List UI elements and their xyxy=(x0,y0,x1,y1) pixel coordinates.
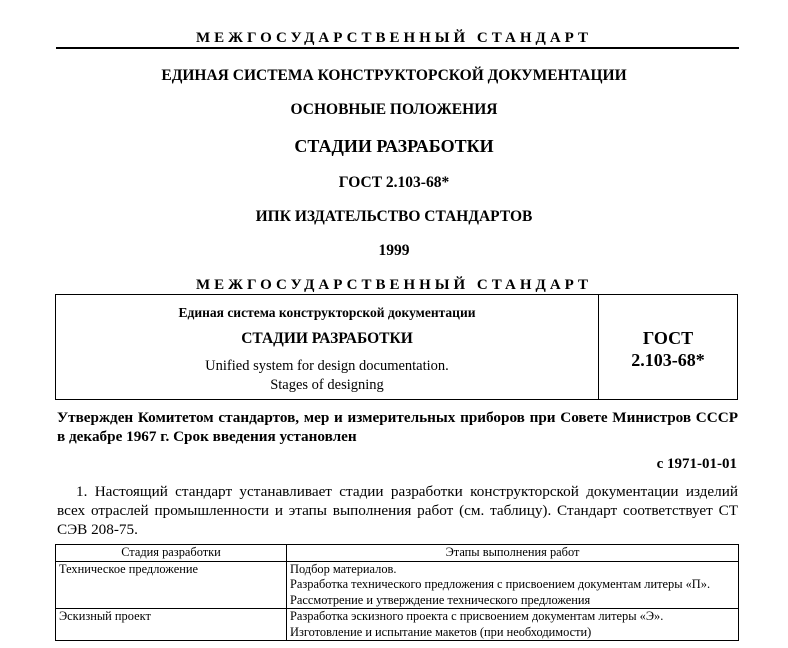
table-header-row xyxy=(56,545,739,562)
card-gost-number: 2.103-68* xyxy=(631,350,705,370)
card-system: Единая система конструкторской документации xyxy=(178,305,476,320)
works-cell xyxy=(287,561,739,609)
card-title: СТАДИИ РАЗРАБОТКИ xyxy=(241,330,413,347)
publication-year: 1999 xyxy=(378,242,410,259)
title-card-left xyxy=(56,295,599,399)
work-item: Разработка эскизного проекта с присвоением документам литеры «Э». xyxy=(290,609,664,623)
stage-cell xyxy=(56,561,287,609)
standard-code: ГОСТ 2.103-68* xyxy=(338,174,450,191)
table-row xyxy=(56,561,739,609)
card-gost-label: ГОСТ xyxy=(642,328,694,348)
work-item: Разработка технического предложения с присвоением документам литеры «П». xyxy=(290,577,711,591)
table-row xyxy=(56,609,739,641)
card-english-line1: Unified system for design documentation. xyxy=(205,358,449,374)
work-item: Подбор материалов. xyxy=(290,561,397,576)
stages-table xyxy=(55,544,739,641)
works-cell xyxy=(287,609,739,641)
stage-cell xyxy=(56,609,287,641)
title-card xyxy=(55,294,738,400)
stage-name: Эскизный проект xyxy=(59,609,151,623)
table-header-stage: Стадия разработки xyxy=(56,545,287,562)
work-item: Рассмотрение и утверждение технического предложения xyxy=(290,592,591,607)
effective-date: с 1971-01-01 xyxy=(656,456,737,472)
page-header-top: МЕЖГОСУДАРСТВЕННЫЙ СТАНДАРТ xyxy=(195,30,593,46)
work-item: Изготовление и испытание макетов (при необходимости) xyxy=(290,624,592,639)
table-header-works: Этапы выполнения работ xyxy=(287,545,739,562)
system-title: ЕДИНАЯ СИСТЕМА КОНСТРУКТОРСКОЙ ДОКУМЕНТАЦИИ xyxy=(161,67,627,84)
document-title: СТАДИИ РАЗРАБОТКИ xyxy=(294,136,494,156)
section-title: ОСНОВНЫЕ ПОЛОЖЕНИЯ xyxy=(290,101,498,118)
publisher: ИПК ИЗДАТЕЛЬСТВО СТАНДАРТОВ xyxy=(255,208,533,225)
clause-1: 1. Настоящий стандарт устанавливает стадии разработки конструкторской документации изделий всех отраслей промышленности и этапы выполнения работ (см. таблицу). Стандарт соответствует СТ СЭВ 208-75. xyxy=(57,483,738,538)
stage-name: Техническое предложение xyxy=(59,561,198,576)
card-english-line2: Stages of designing xyxy=(270,377,384,393)
header-rule xyxy=(56,47,739,49)
approval-text: Утвержден Комитетом стандартов, мер и измерительных приборов при Совете Министров СССР в декабре 1967 г. Срок введения установлен xyxy=(57,409,738,445)
title-card-right xyxy=(599,295,737,399)
second-header: МЕЖГОСУДАРСТВЕННЫЙ СТАНДАРТ xyxy=(195,277,593,293)
